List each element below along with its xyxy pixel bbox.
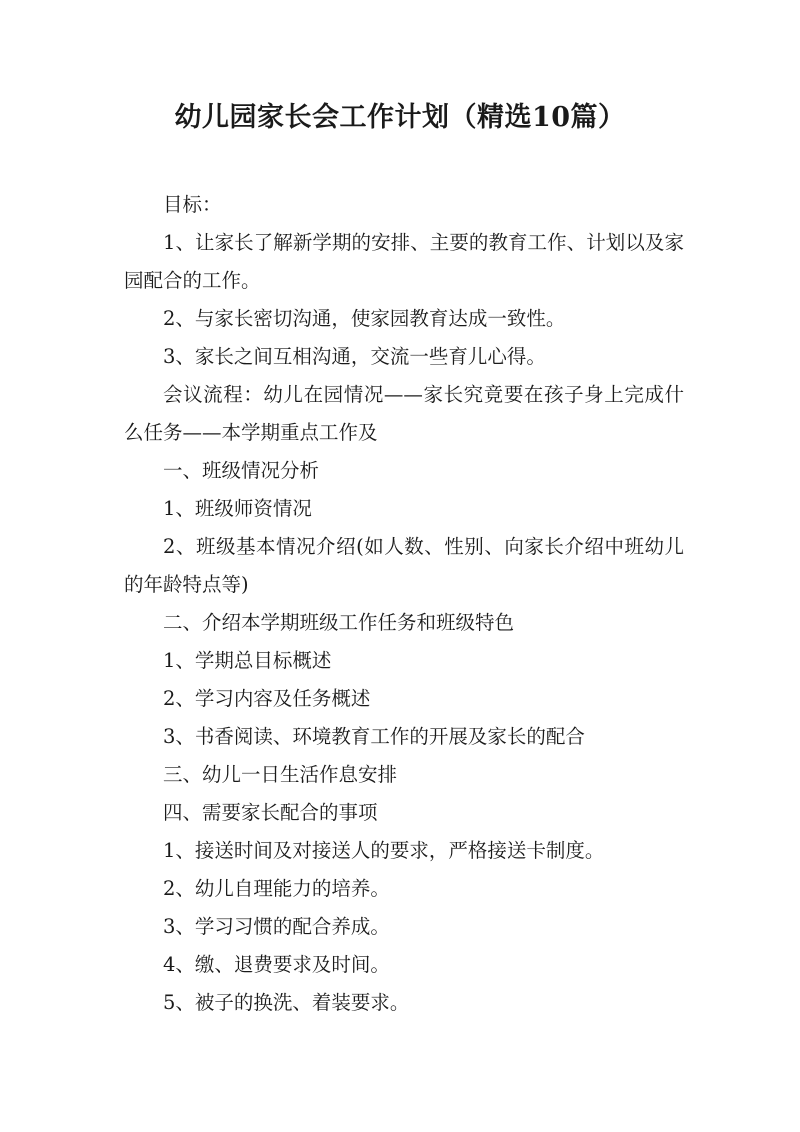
paragraph-section-2-item-2: 2、学习内容及任务概述 [163, 687, 371, 710]
paragraph-section-4-item-5: 5、被子的换洗、着装要求。 [163, 991, 410, 1014]
paragraph-section-4-item-1: 1、接送时间及对接送人的要求，严格接送卡制度。 [163, 839, 605, 862]
paragraph-section-4-item-3: 3、学习习惯的配合养成。 [163, 915, 390, 938]
paragraph-section-1-item-1: 1、班级师资情况 [163, 497, 312, 520]
paragraph-section-4-item-4: 4、缴、退费要求及时间。 [163, 953, 390, 976]
paragraph-section-3-heading: 三、幼儿一日生活作息安排 [163, 763, 398, 786]
paragraph-goal-heading: 目标： [163, 193, 222, 216]
paragraph-goal-2: 2、与家长密切沟通，使家园教育达成一致性。 [163, 307, 566, 330]
paragraph-goal-1: 1、让家长了解新学期的安排、主要的教育工作、计划以及家园配合的工作。 [124, 231, 684, 292]
paragraph-section-2-item-3: 3、书香阅读、环境教育工作的开展及家长的配合 [163, 725, 585, 748]
paragraph-section-4-heading: 四、需要家长配合的事项 [163, 801, 378, 824]
paragraph-section-2-heading: 二、介绍本学期班级工作任务和班级特色 [163, 611, 515, 634]
paragraph-section-1-item-2: 2、班级基本情况介绍(如人数、性别、向家长介绍中班幼儿的年龄特点等) [124, 535, 684, 596]
paragraph-meeting-process: 会议流程：幼儿在园情况——家长究竟要在孩子身上完成什么任务——本学期重点工作及 [124, 383, 684, 444]
document-body [124, 186, 684, 1022]
paragraph-goal-3: 3、家长之间互相沟通，交流一些育儿心得。 [163, 345, 546, 368]
paragraph-section-2-item-1: 1、学期总目标概述 [163, 649, 332, 672]
paragraph-section-1-heading: 一、班级情况分析 [163, 459, 320, 482]
paragraph-section-4-item-2: 2、幼儿自理能力的培养。 [163, 877, 390, 900]
document-title: 幼儿园家长会工作计划（精选10篇） [174, 102, 626, 133]
